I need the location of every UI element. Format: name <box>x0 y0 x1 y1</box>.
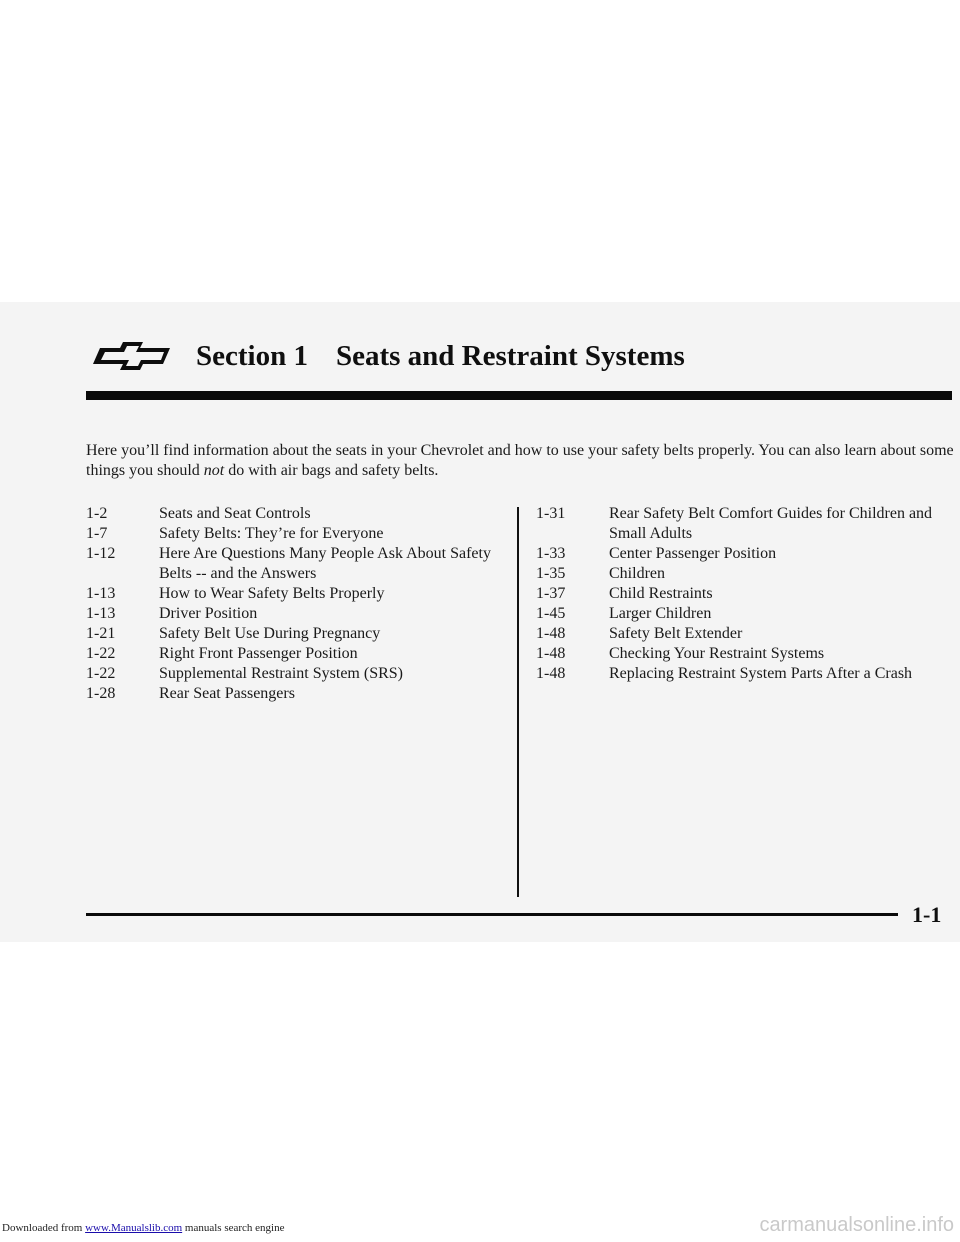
toc-page-number: 1-33 <box>536 545 566 562</box>
toc-item-title: Larger Children <box>609 605 712 622</box>
section-number: Section 1 <box>196 339 308 372</box>
toc-item-title: Supplemental Restraint System (SRS) <box>159 665 403 682</box>
toc-item-title: Seats and Seat Controls <box>159 505 311 522</box>
toc-item[interactable] <box>86 504 506 524</box>
toc-item[interactable] <box>536 584 956 604</box>
footer-prefix: Downloaded from <box>2 1222 86 1234</box>
toc-page-number: 1-35 <box>536 565 566 582</box>
toc-item[interactable] <box>536 564 956 584</box>
footer-suffix: manuals search engine <box>182 1222 285 1234</box>
toc-item-title: Rear Seat Passengers <box>159 685 295 702</box>
page-number: 1-1 <box>912 902 942 927</box>
toc-item[interactable] <box>86 664 506 684</box>
header-rule <box>86 391 952 400</box>
toc-item-title: Rear Safety Belt Comfort Guides for Children and Small Adults <box>609 505 933 542</box>
toc-item[interactable] <box>86 584 506 604</box>
toc-item[interactable] <box>86 624 506 644</box>
toc-item[interactable] <box>536 644 956 664</box>
toc-item-title: Replacing Restraint System Parts After a Crash <box>609 665 913 682</box>
download-footer <box>2 1222 284 1234</box>
toc-item[interactable] <box>536 624 956 644</box>
toc-page-number: 1-48 <box>536 665 566 682</box>
toc-page-number: 1-13 <box>86 605 116 622</box>
toc-page-number: 1-48 <box>536 645 566 662</box>
toc-item[interactable] <box>536 604 956 624</box>
toc-page-number: 1-37 <box>536 585 566 602</box>
watermark: carmanualsonline.info <box>759 1214 954 1236</box>
toc-item-title: How to Wear Safety Belts Properly <box>159 585 385 602</box>
toc-page-number: 1-12 <box>86 545 116 562</box>
toc-item[interactable] <box>86 544 506 584</box>
toc-item-title: Driver Position <box>159 605 258 622</box>
toc-item-title: Right Front Passenger Position <box>159 645 358 662</box>
toc-item[interactable] <box>536 504 956 544</box>
toc-item-title: Center Passenger Position <box>609 545 777 562</box>
toc-item-title: Safety Belt Use During Pregnancy <box>159 625 381 642</box>
toc-page-number: 1-28 <box>86 685 116 702</box>
toc-item-title: Checking Your Restraint Systems <box>609 645 825 662</box>
toc-page-number: 1-45 <box>536 605 566 622</box>
toc-item-title: Child Restraints <box>609 585 713 602</box>
chevrolet-bowtie-icon <box>86 341 178 371</box>
intro-emphasis: not <box>203 462 225 479</box>
toc-page-number: 1-13 <box>86 585 116 602</box>
manualslib-link[interactable]: www.Manualslib.com <box>85 1222 183 1234</box>
toc-page-number: 1-2 <box>86 505 108 522</box>
toc-page-number: 1-31 <box>536 505 566 522</box>
intro-text-end: do with air bags and safety belts. <box>224 462 439 479</box>
column-divider <box>517 507 519 897</box>
toc-item[interactable] <box>536 544 956 564</box>
intro-paragraph <box>86 441 954 481</box>
toc-left-column <box>86 504 506 704</box>
toc-page-number: 1-22 <box>86 665 116 682</box>
toc-item[interactable] <box>86 644 506 664</box>
toc-item-title: Safety Belts: They’re for Everyone <box>159 525 384 542</box>
section-header <box>86 336 685 376</box>
toc-item[interactable] <box>86 604 506 624</box>
intro-text-start: Here you’ll find information about the seats in your Chevrolet and how to use your safety belts properly. You can also learn about some things you should <box>86 442 954 479</box>
toc-right-column <box>536 504 956 684</box>
toc-item[interactable] <box>86 524 506 544</box>
footer-rule <box>86 913 898 916</box>
toc-item-title: Safety Belt Extender <box>609 625 743 642</box>
toc-item[interactable] <box>536 664 956 684</box>
toc-page-number: 1-48 <box>536 625 566 642</box>
toc-page-number: 1-21 <box>86 625 116 642</box>
toc-item[interactable] <box>86 684 506 704</box>
toc-page-number: 1-22 <box>86 645 116 662</box>
toc-item-title: Children <box>609 565 665 582</box>
section-title: Seats and Restraint Systems <box>335 339 685 372</box>
toc-page-number: 1-7 <box>86 525 108 542</box>
toc-item-title: Here Are Questions Many People Ask About Safety Belts -- and the Answers <box>159 545 491 582</box>
